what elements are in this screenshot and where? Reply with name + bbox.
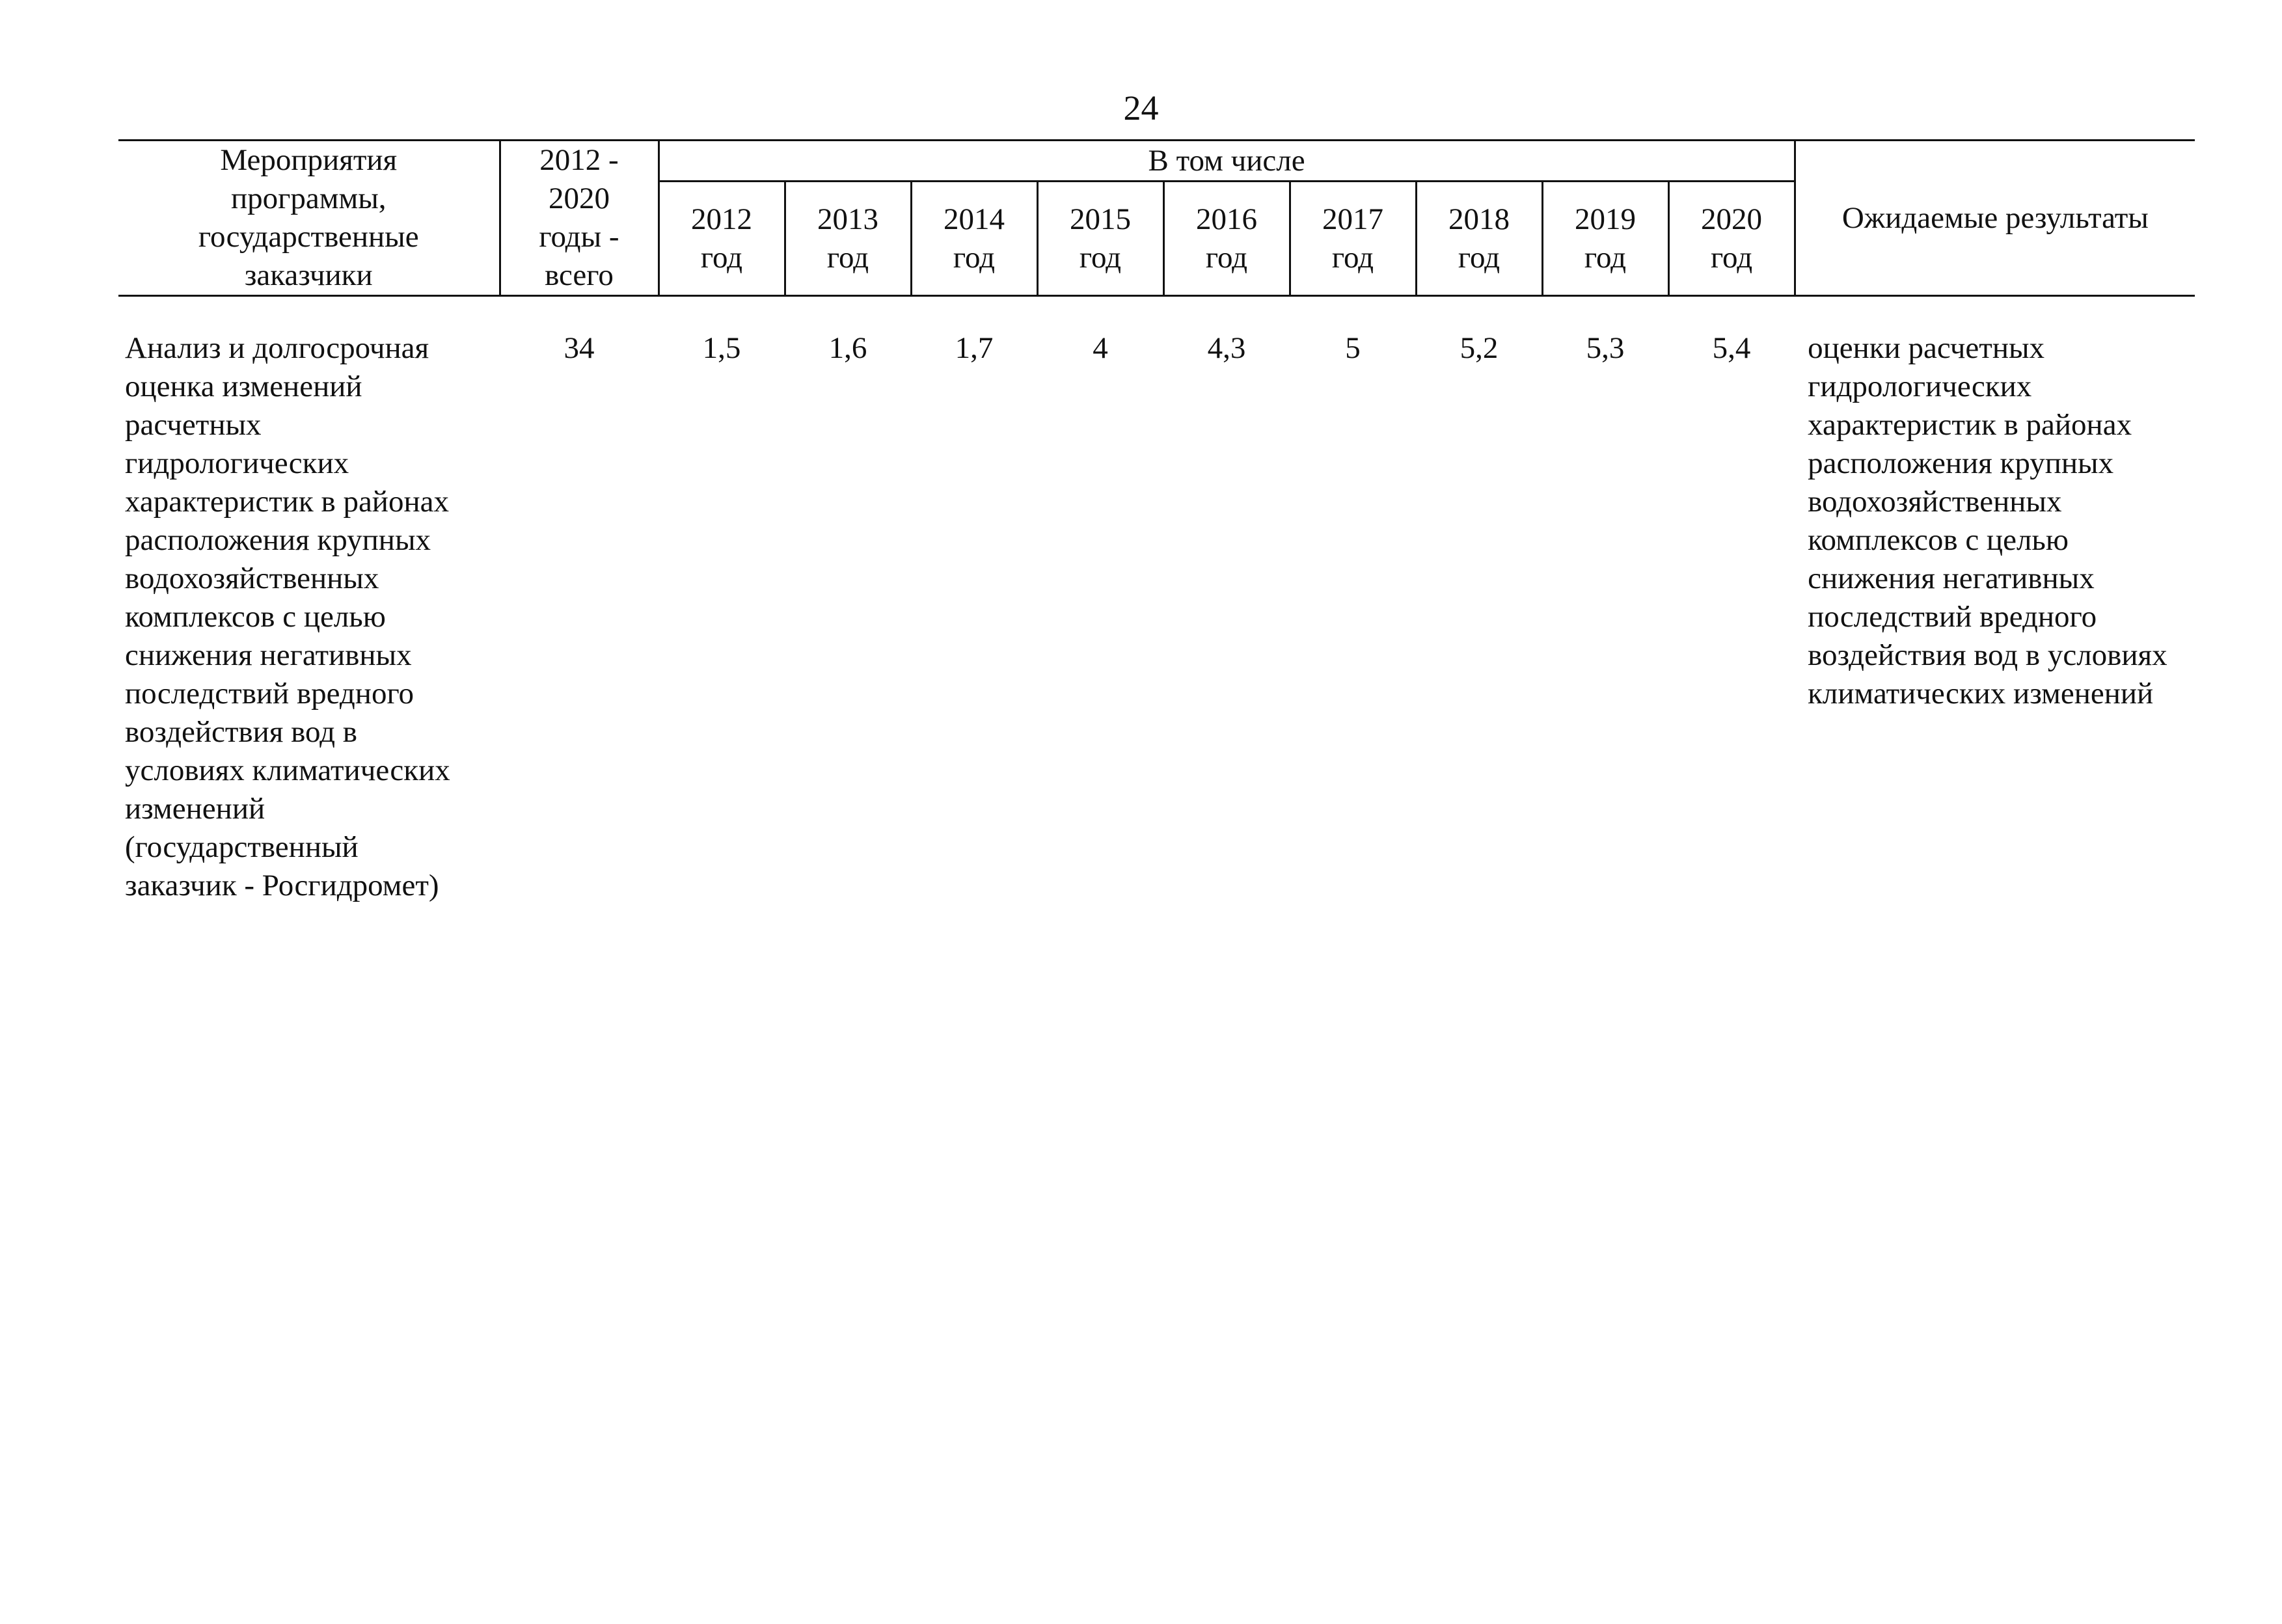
table-row [118,329,2195,905]
measure-cell [118,329,500,905]
header-year [1290,182,1416,296]
header-year [785,182,911,296]
header-year [1668,182,1795,296]
header-year [659,182,785,296]
year-value-cell: 5,3 [1586,331,1625,365]
year-value-cell: 5,2 [1460,331,1499,365]
year-value-cell: 1,6 [828,331,867,365]
program-measures-table [118,139,2195,905]
header-year-label: 2020 год [1701,202,1763,275]
year-value-cell: 1,5 [702,331,741,365]
total-cell: 34 [564,331,595,365]
header-including-label: В том числе [1148,143,1305,178]
header-year [1416,182,1542,296]
header-year [1542,182,1668,296]
header-period-total-label: 2012 - 2020 годы - всего [539,143,619,292]
year-value-cell: 4 [1093,331,1108,365]
header-year-label: 2014 год [944,202,1005,275]
header-year-label: 2019 год [1575,202,1636,275]
header-year-label: 2015 год [1070,202,1131,275]
header-year [1163,182,1290,296]
header-period-total [500,141,659,296]
header-year [1037,182,1163,296]
header-expected-results-label: Ожидаемые результаты [1841,200,2149,235]
header-year-label: 2012 год [691,202,752,275]
header-including [659,141,1795,182]
year-value-cell: 5,4 [1712,331,1751,365]
header-year [911,182,1037,296]
year-value-cell: 4,3 [1207,331,1246,365]
header-year-label: 2017 год [1322,202,1383,275]
header-year-label: 2018 год [1448,202,1510,275]
year-value-cell: 1,7 [955,331,994,365]
page-number: 24 [1123,88,1159,128]
header-year-label: 2016 год [1196,202,1257,275]
header-year-label: 2013 год [817,202,878,275]
header-expected-results [1795,141,2195,296]
header-measures [118,141,500,296]
header-measures-label: Мероприятия программы, государственные заказчики [198,143,419,292]
year-value-cell: 5 [1345,331,1361,365]
measure-text: Анализ и долгосрочная оценка изменений расчетных гидрологических характеристик в районах расположения крупных водохозяйственных комплексов с целью снижения негативных последствий вредного воздействия вод в условиях климатических изменений (государственный заказчик - Росгидромет) [125,331,450,902]
result-cell [1795,329,2195,905]
result-text: оценки расчетных гидрологических характеристик в районах расположения крупных водохозяйственных комплексов с целью снижения негативных последствий вредного воздействия вод в условиях климатических изменений [1808,331,2167,710]
